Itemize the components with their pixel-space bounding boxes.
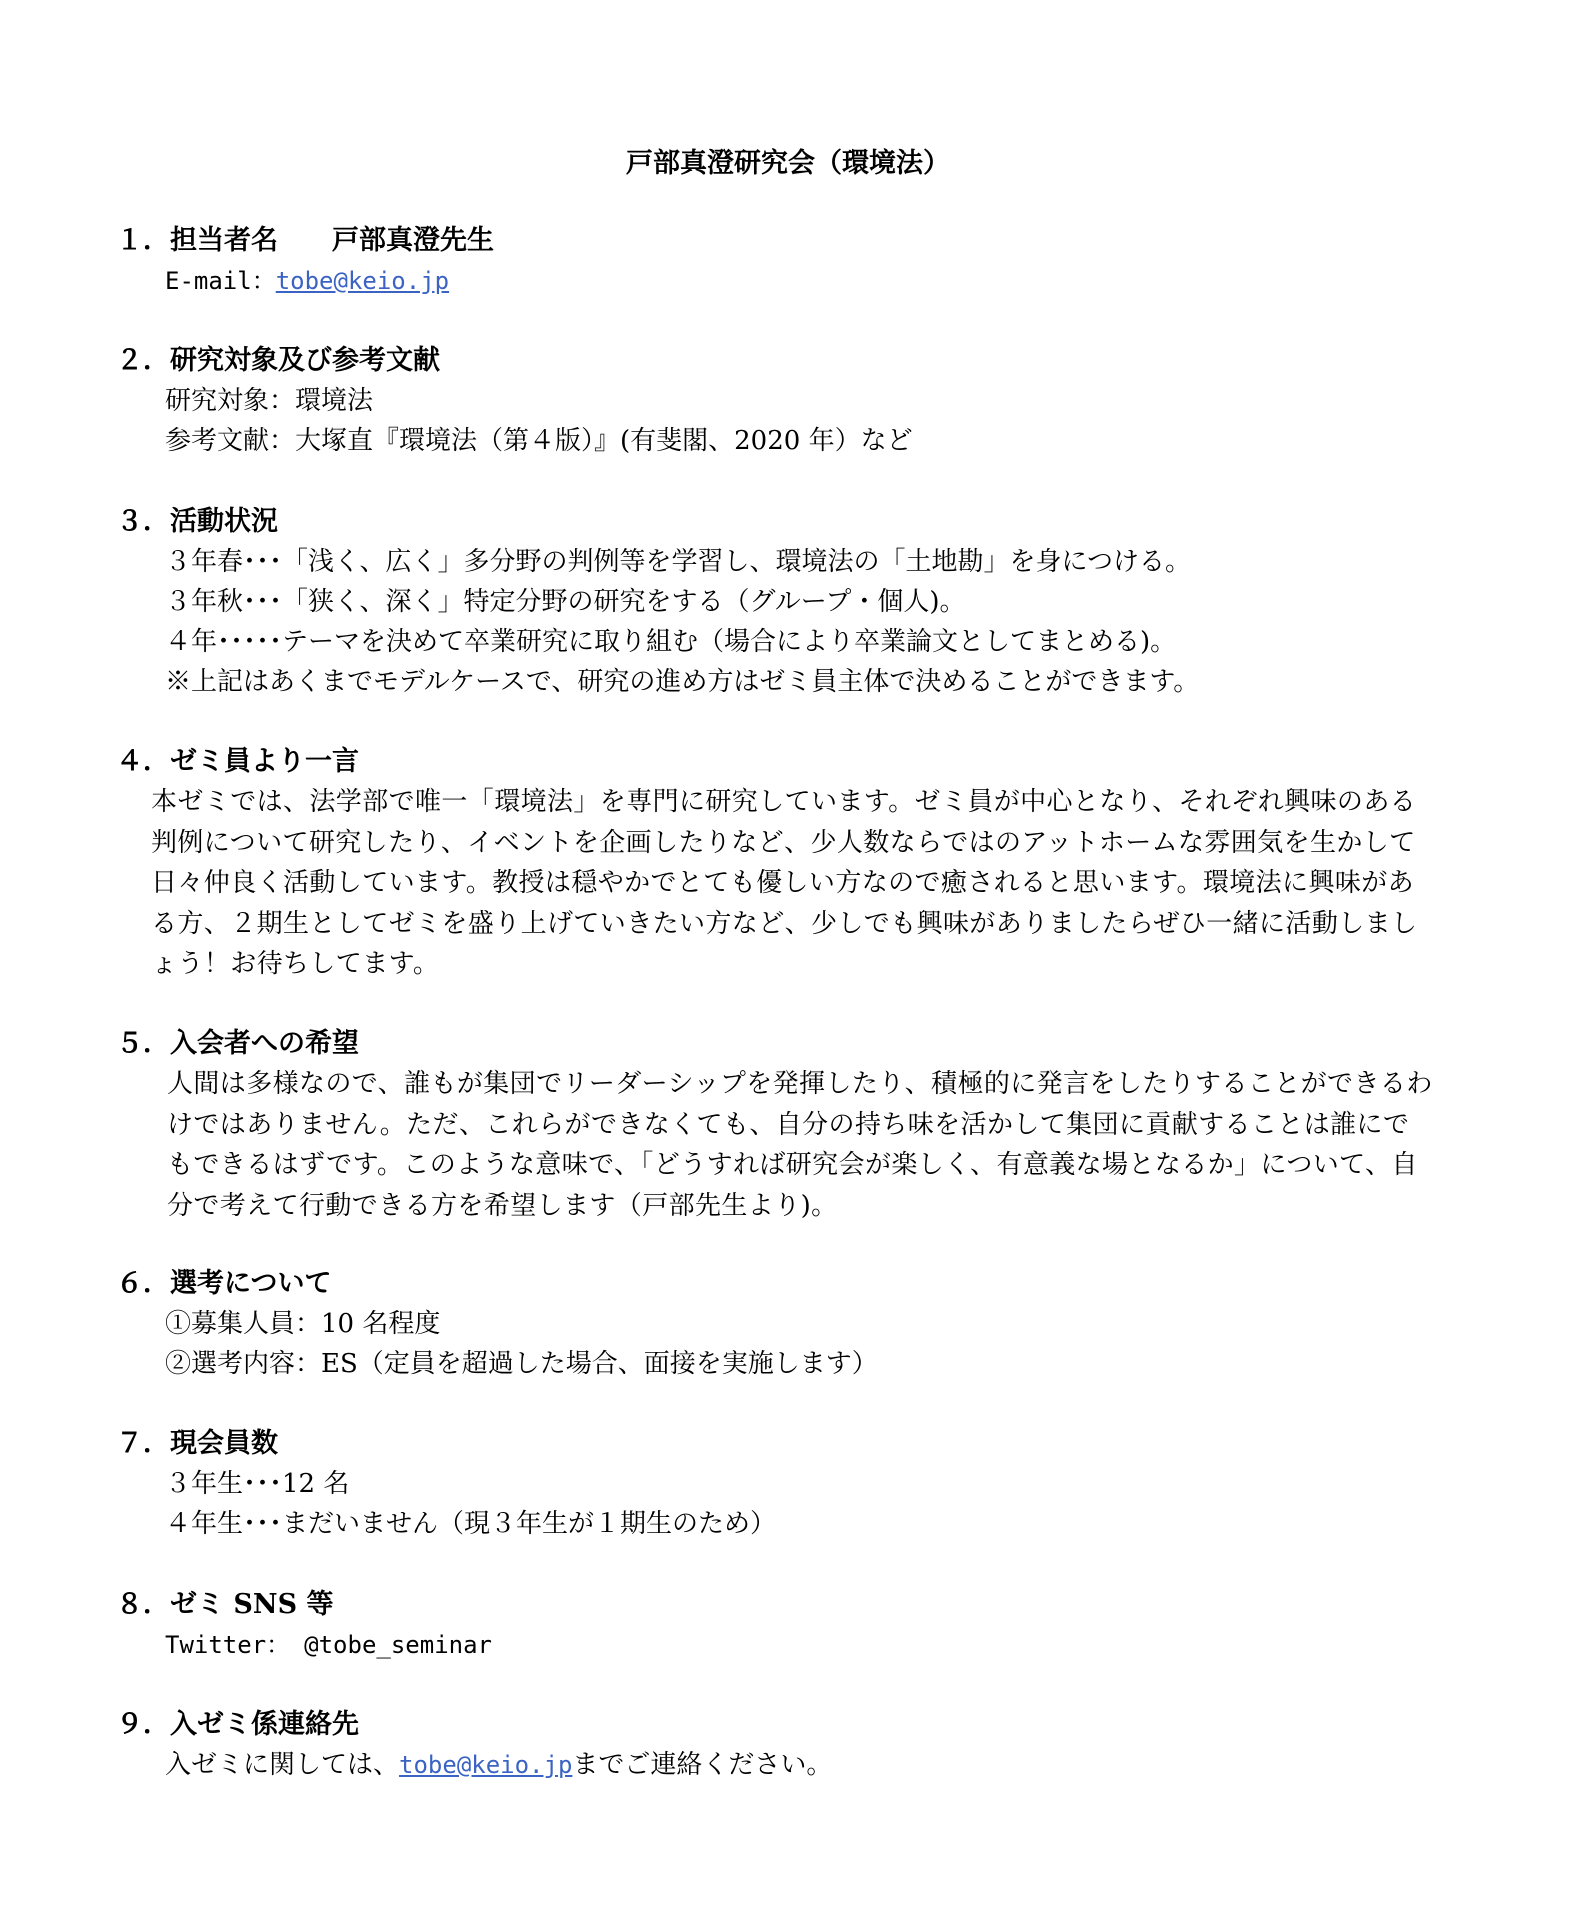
selection-line: ①募集人員：10 名程度 [165,1309,441,1339]
applicant-wish-paragraph [167,1064,1433,1226]
selection-line: ②選考内容：ES（定員を超過した場合、面接を実施します） [165,1349,878,1379]
twitter-line [165,1625,492,1665]
paragraph-line: 人間は多様なので、誰もが集団でリーダーシップを発揮したり、積極的に発言をしたりすることができるわ [167,1069,1433,1099]
paragraph-line: 分で考えて行動できる方を希望します（戸部先生より)。 [167,1190,838,1221]
contact-line [165,1745,832,1785]
reference-line: 参考文献：大塚直『環境法（第４版）』(有斐閣、2020 年）など [165,426,913,456]
paragraph-line: 日々仲良く活動しています。教授は穏やかでとても優しい方なので癒されると思います。環境法に興味があ [151,868,1415,898]
paragraph-line: もできるはずです。このような意味で、「どうすれば研究会が楽しく、有意義な場となるか」について、自 [167,1150,1418,1180]
paragraph-line: 本ゼミでは、法学部で唯一「環境法」を専門に研究しています。ゼミ員が中心となり、それぞれ興味のある [151,787,1417,817]
paragraph-line: ょう！お待ちしてます。 [151,949,440,979]
section-6-heading: ６．選考について [116,1268,332,1299]
twitter-label: Twitter： [165,1631,291,1659]
section-8-heading: ８．ゼミ SNS 等 [116,1589,334,1620]
member-count-line: ３年生･･･12 名 [165,1469,350,1499]
activity-line: ３年春･･･「浅く、広く」多分野の判例等を学習し、環境法の「土地勘」を身につける。 [165,547,1191,577]
contact-text-before: 入ゼミに関しては、 [165,1750,400,1780]
member-comment-paragraph [151,782,1417,985]
research-subject-line: 研究対象：環境法 [165,386,374,416]
section-7-heading: ７．現会員数 [116,1428,278,1459]
section-4-heading: ４．ゼミ員より一言 [116,746,359,777]
section-5-heading: ５．入会者への希望 [116,1028,359,1059]
email-label: E-mail： [165,267,276,295]
twitter-handle: @tobe_seminar [304,1631,492,1659]
activity-line: ４年･････テーマを決めて卒業研究に取り組む（場合により卒業論文としてまとめる)。 [165,627,1177,657]
contact-text-after: までご連絡ください。 [572,1750,833,1780]
document-title: 戸部真澄研究会（環境法） [626,148,950,179]
paragraph-line: けではありません。ただ、これらができなくても、自分の持ち味を活かして集団に貢献することは誰にで [167,1109,1410,1140]
section-3-heading: ３．活動状況 [116,506,278,537]
paragraph-line: る方、２期生としてゼミを盛り上げていきたい方など、少しでも興味がありましたらぜひ一緒に活動しまし [151,908,1418,939]
email-line [165,261,449,301]
section-1-heading: １．担当者名 戸部真澄先生 [116,225,494,256]
section-2-heading: ２．研究対象及び参考文献 [116,345,440,376]
activity-line: ３年秋･･･「狭く、深く」特定分野の研究をする（グループ・個人)。 [165,587,966,617]
email-link[interactable]: tobe@keio.jp [275,267,450,295]
contact-email-link[interactable]: tobe@keio.jp [399,1751,573,1779]
activity-note: ※上記はあくまでモデルケースで、研究の進め方はゼミ員主体で決めることができます。 [165,667,1200,697]
member-count-line: ４年生･･･まだいません（現３年生が１期生のため） [165,1509,777,1539]
section-9-heading: ９．入ゼミ係連絡先 [116,1709,359,1740]
paragraph-line: 判例について研究したり、イベントを企画したりなど、少人数ならではのアットホームな雰囲気を生かして [151,827,1416,858]
